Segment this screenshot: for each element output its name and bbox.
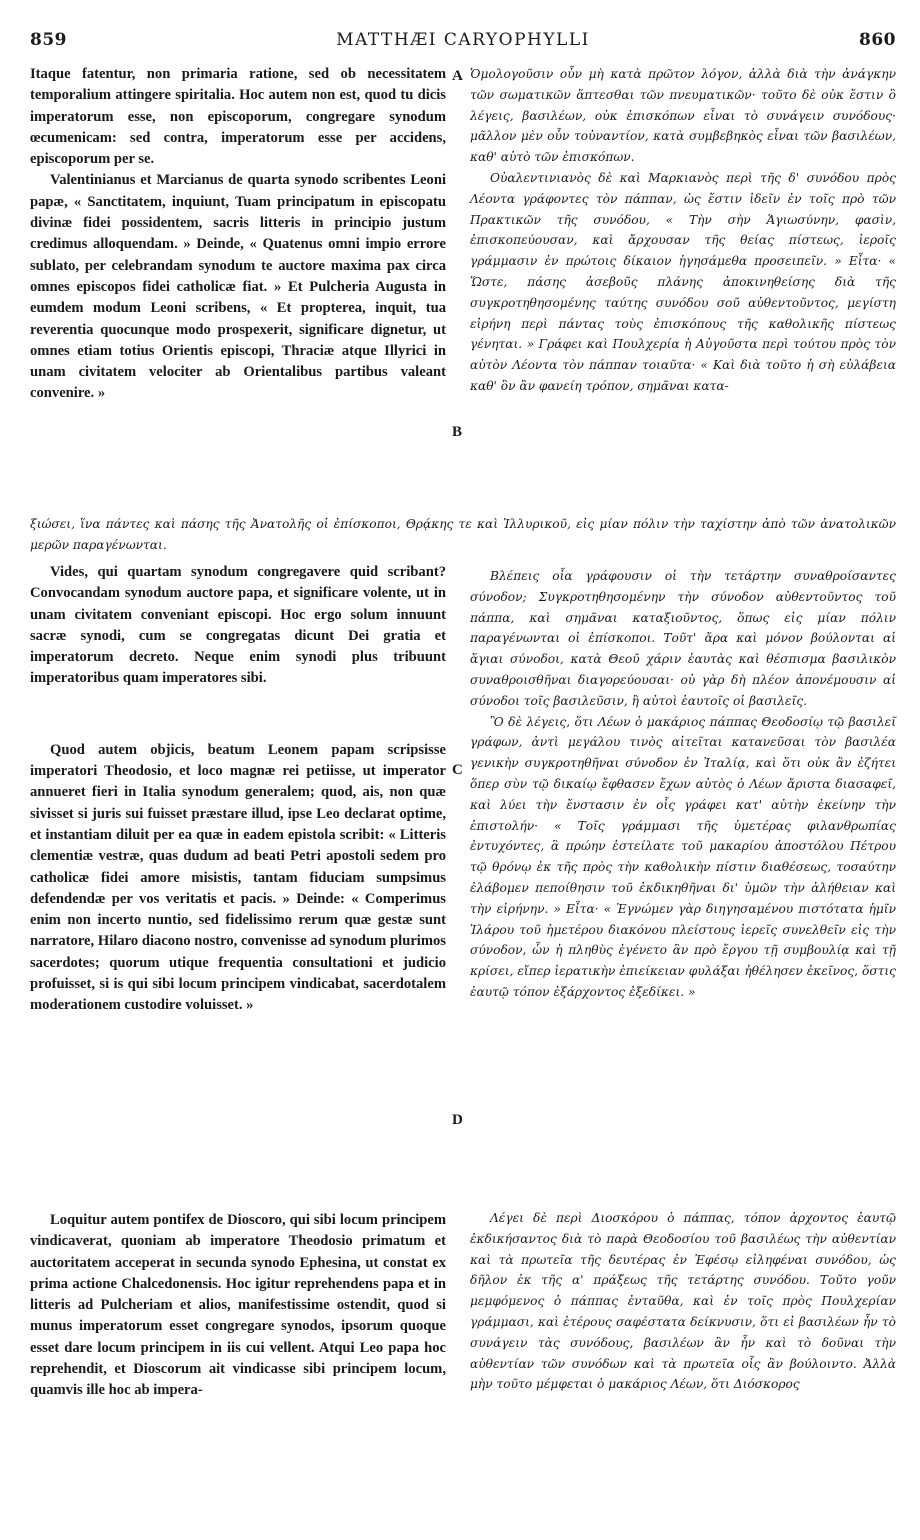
right-page-number: 860 [859,30,896,50]
latin-column-upper [30,64,446,405]
greek-paragraph-1: Ὁμολογοῦσιν οὖν μὴ κατὰ πρῶτον λόγον, ἀλλὰ διὰ τὴν ἀνάγκην τῶν σωματικῶν ἅπτεσθαι τῶν πνευματικῶν· τοῦτο δὲ οὐκ ἔστιν ὃ λέγεις, βασιλέων, οὐκ ἐπισκόπων εἶναι τὸ συνάγειν συνόδους· μᾶλλον μὲν οὖν τοὐναντίον, κατὰ συμβεβηκὸς εἶναι τῶν βασιλέων, καθ' αὑτὸ τῶν ἐπισκόπων. [470,67,896,165]
greek-full-width-line: ξιώσει, ἵνα πάντες καὶ πάσης τῆς Ἀνατολῆς οἱ ἐπίσκοποι, Θρᾴκης τε καὶ Ἰλλυρικοῦ, εἰς μίαν πόλιν τὴν ταχίστην ἀπὸ τῶν ἀνατολικῶν μερῶν παραγένωνται. [30,517,896,552]
greek-paragraph-5: Λέγει δὲ περὶ Διοσκόρου ὁ πάππας, τόπον ἀρχοντος ἑαυτῷ ἐκδικήσαντος διὰ τὸ παρὰ Θεοδοσίου τοῦ βασιλέως τὴν αὐθεντίαν καὶ τὰ πρωτεῖα τῆς δευτέρας ἐν Ἐφέσῳ εἰληφέναι συνόδου, ὡς δῆλον ἐκ τῆς α' πράξεως τῆς τετάρτης συνόδου. Τοῦτο γοῦν μεμφόμενος ὁ πάππας ἐνταῦθα, καὶ ἐν τοῖς πρὸς Πουλχερίαν γράμμασι, καὶ ἑτέρους σαφέστατα δείκνυσιν, ὅτι εἰ βασιλέων ἦν τὸ συνάγειν τὰς συνόδους, βασιλέων ἂν ἦν καὶ τὸ δοῦναι τὴν αὐθεντίαν τῶν συνόδων καὶ τὰ πρωτεῖα οἷς ἂν βούλοιντο. Ἀλλὰ μὴν τοῦτο μέμφεται ὁ μακάριος Λέων, ὅτι Διόσκορος [470,1211,896,1392]
margin-marker-a: A [452,68,463,84]
greek-column-upper [470,64,896,397]
latin-paragraph-4: Quod autem objicis, beatum Leonem papam scripsisse imperatori Theodosio, et loco magnæ rei petiisse, ut imperator annueret fieri in Italia synodum generalem; quod, ais, non quæ sivisset si juris sui fuisset præstare illud, ipse Leo declarat optime, et instantiam diluit per ea quæ in eadem epistola scribit: « Litteris clementiæ vestræ, quas dudum ad beati Petri apostoli sedem pro catholicæ fidei amore misistis, tantam fiduciam sumpsimus defendendæ per vos veritatis et pacis. » Deinde: « Comperimus enim non incerto nuntio, sed fidelissimo rerum quæ gestæ sunt narratore, Hilaro diacono nostro, convenisse ad synodum plurimos sacerdotes; quorum utique frequentia consultationi et judicio profuisset, si is qui sibi locum principem vindicabat, sacerdotalem moderationem custodire voluisset. » [30,741,446,1014]
running-title: MATTHÆI CARYOPHYLLI [336,30,590,50]
latin-paragraph-3: Vides, qui quartam synodum congregavere quid scribant? Convocandam synodum auctore papa, et significare volente, ut in unam civitatem conveniant episcopi. Hoc ergo solum innuunt sacræ synodi, cum se congregatas dicunt Dei gratia et imperatorum decreto. Neque enim synodi plus tribuunt imperatoribus quam imperatores sibi. [30,564,446,687]
latin-paragraph-2: Valentinianus et Marcianus de quarta synodo scribentes Leoni papæ, « Sanctitatem, inquiunt, Tuam principatum in episcopatu divinæ fidei possidentem, sacris litteris in principio justum credimus alloquendam. » Deinde, « Quatenus omni impio errore sublato, per celebrandam synodum te auctore maxima pax circa omnes episcopos fidei catholicæ fiat. » Et Pulcheria Augusta in eumdem modum Leoni scribens, « Et propterea, inquit, tua reverentia quocunque modo prospexerit, significare dignetur, ut omnes etiam totius Orientis episcopi, Thraciæ atque Illyrici in unam civitatem velociter ab Orientalibus partibus valeant convenire. » [30,172,446,402]
margin-marker-d: D [452,1112,463,1128]
greek-paragraph-2: Οὐαλεντινιανὸς δὲ καὶ Μαρκιανὸς περὶ τῆς δ' συνόδου πρὸς Λέοντα γράφοντες τὸν πάππαν, ὡς ἔστιν ἰδεῖν ἐν τοῖς πρὸ τῶν Πρακτικῶν τῆς συνόδου, « Τὴν σὴν Ἁγιωσύνην, φασὶν, ἐπισκοπεύουσαν, καὶ ἄρχουσαν τῆς θείας πίστεως, ἱεροῖς γράμμασιν ἐν πρώτοις δίκαιον ἡγησάμεθα προσειπεῖν. » Εἶτα· « Ὥστε, πάσης ἀσεβοῦς πλάνης ἀποκινηθείσης διὰ τῆς συγκροτηθησομένης ταύτης συνόδου σοῦ αὐθεντοῦντος, μεγίστη εἰρήνη περὶ πάντας τοὺς ἐπισκόπους τῆς καθολικῆς πίστεως γένηται. » Γράφει καὶ Πουλχερία ἡ Αὐγοῦστα περὶ τούτου πρὸς τὸν αὐτὸν Λέοντα τὸν πάππαν τοιαῦτα· « Καὶ διὰ τοῦτο ἡ σὴ εὐλάβεια καθ' ὃν ἂν φανείη τρόπον, σημᾶναι κατα- [470,170,896,393]
greek-column-lower [470,1208,896,1395]
margin-marker-b: B [452,424,463,440]
latin-column-middle [30,562,446,1017]
latin-paragraph-1: Itaque fatentur, non primaria ratione, sed ob necessitatem temporalium attingere spiritalia. Hoc autem non est, quod tu dicis imperatorum esse, non episcoporum, congregare synodum œcumenicam: sed contra, imperatorum esse per accidens, episcoporum per se. [30,66,446,168]
margin-marker-c: C [452,762,463,778]
greek-column-middle [470,566,896,1003]
latin-paragraph-5: Loquitur autem pontifex de Dioscoro, qui sibi locum principem vindicaverat, quoniam ab imperatore Theodosio primatum et auctoritatem acceperat in secunda synodo Ephesina, ut constat ex prima actione Chalcedonensis. Hoc igitur reprehendens papa et in litteris ad Pulcheriam et alios, manifestissime ostendit, quod si munus imperatorum esset congregare synodos, ipsorum quoque esset dare locum principem in iis cui vellent. Atqui Leo papa hoc reprehendit, et Dioscorum ait vindicasse sibi principem locum, quamvis ille hoc ab impera- [30,1212,446,1399]
greek-paragraph-4: Ὃ δὲ λέγεις, ὅτι Λέων ὁ μακάριος πάππας Θεοδοσίῳ τῷ βασιλεῖ γράφων, ἀντὶ μεγάλου τινὸς αἰτεῖται κατανεῦσαι τὸν βασιλέα γενικὴν συγκροτηθῆναι σύνοδον ἐν Ἰταλίᾳ, καὶ ὅτι οὐκ ἂν ἐζήτει ὅπερ σὺν τῷ δικαίῳ ἔφθασεν ἔχων αὐτὸς ὁ Λέων ἄριστα διασαφεῖ, καὶ λύει τὴν ἔνστασιν ἐν οἷς γράφει κατ' αὐτὴν ἐκείνην τὴν ἐπιστολήν· « Τοῖς γράμμασι τῆς ὑμετέρας φιλανθρωπίας ἐντυχόντες, ἃ πρώην ἐστείλατε τοῦ μακαρίου ἀποστόλου Πέτρου τῷ θρόνῳ ἐκ τῆς πρὸς τὴν καθολικὴν πίστιν διαθέσεως, τοσαύτην ἐλάβομεν πεποίθησιν τοῦ ἐκδικηθῆναι δι' ὑμῶν τὴν ἀλήθειαν καὶ τὴν εἰρήνην. » Εἶτα· « Ἐγνώμεν γὰρ διηγησαμένου πιστότατα ἡμῖν Ἱλάρου τοῦ ἡμετέρου διακόνου πλείστους ἱερεῖς συνελθεῖν εἰς τὴν σύνοδον, ὧν ἡ πληθὺς ἐγένετο ἂν πρὸ ἔργου τῇ συμβουλίᾳ καὶ τῇ κρίσει, εἴπερ ἱερατικὴν ἐπιείκειαν φυλάξαι ἠθέλησεν ἐκεῖνος, ὅστις ἑαυτῷ τόπον ἐξάρχοντος ἐξεδίκει. » [470,714,896,999]
greek-paragraph-3: Βλέπεις οἷα γράφουσιν οἱ τὴν τετάρτην συναθροίσαντες σύνοδον; Συγκροτηθησομένην τὴν σύνοδον αὐθεντοῦντος τοῦ πάππα, καὶ σημᾶναι καταξιοῦντος, ὅπως εἰς μίαν πόλιν παραγένωνται οἱ ἐπίσκοποι. Τοῦτ' ἄρα καὶ μόνον βούλονται αἱ ἅγιαι σύνοδοι, κατὰ Θεοῦ χάριν ἑαυτὰς καὶ θέσπισμα βασιλικὸν συναθροισθῆναι διαγορεύουσαι· οὐ γὰρ δὴ πλέον ἀπονέμουσιν αἱ σύνοδοι τοῖς βασιλεῦσιν, ἢ αὐτοὶ ἑαυτοῖς οἱ βασιλεῖς. [470,569,896,708]
latin-column-lower [30,1210,446,1402]
left-page-number: 859 [30,30,67,50]
page-header [30,30,896,54]
